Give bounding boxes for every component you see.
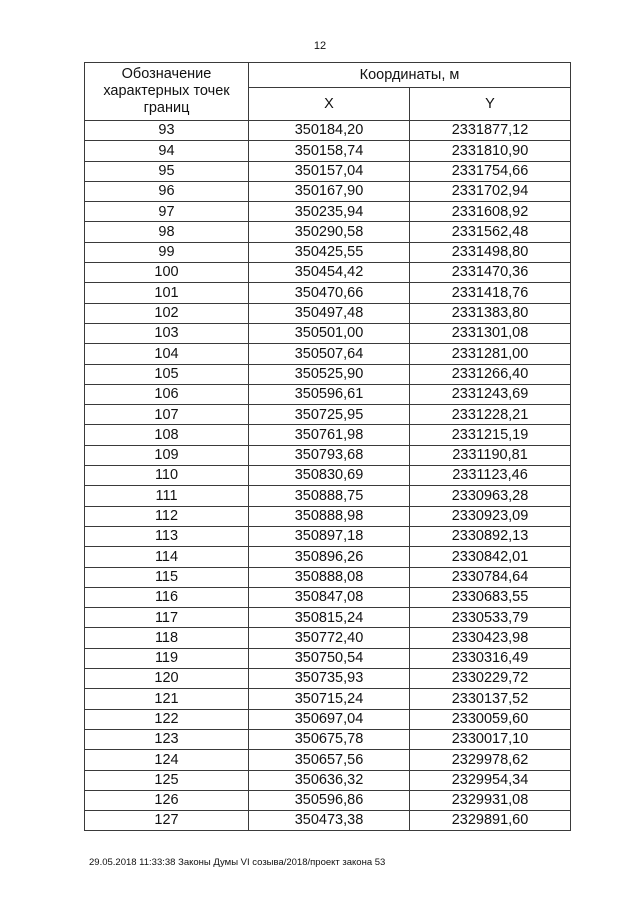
x-coordinate-cell: 350697,04 (249, 709, 410, 729)
y-coordinate-cell: 2330423,98 (410, 628, 571, 648)
table-row (85, 466, 571, 486)
x-coordinate-cell: 350897,18 (249, 526, 410, 546)
x-coordinate-cell: 350158,74 (249, 141, 410, 161)
table-row (85, 669, 571, 689)
table-row (85, 181, 571, 201)
x-coordinate-cell: 350425,55 (249, 242, 410, 262)
table-row (85, 587, 571, 607)
y-coordinate-cell: 2331498,80 (410, 242, 571, 262)
y-coordinate-cell: 2330683,55 (410, 587, 571, 607)
x-coordinate-cell: 350888,98 (249, 506, 410, 526)
table-row (85, 628, 571, 648)
point-id-cell: 126 (85, 790, 249, 810)
point-id-cell: 127 (85, 811, 249, 831)
x-coordinate-cell: 350715,24 (249, 689, 410, 709)
table-row (85, 770, 571, 790)
x-coordinate-cell: 350157,04 (249, 161, 410, 181)
x-coordinate-cell: 350184,20 (249, 121, 410, 141)
point-id-cell: 115 (85, 567, 249, 587)
table-row (85, 445, 571, 465)
x-coordinate-cell: 350596,86 (249, 790, 410, 810)
table-row (85, 567, 571, 587)
x-coordinate-cell: 350725,95 (249, 405, 410, 425)
x-coordinate-cell: 350847,08 (249, 587, 410, 607)
table-row (85, 811, 571, 831)
table-row (85, 547, 571, 567)
x-coordinate-cell: 350888,75 (249, 486, 410, 506)
x-coordinate-cell: 350507,64 (249, 344, 410, 364)
point-id-cell: 98 (85, 222, 249, 242)
x-coordinate-cell: 350525,90 (249, 364, 410, 384)
point-id-cell: 122 (85, 709, 249, 729)
y-coordinate-cell: 2330784,64 (410, 567, 571, 587)
y-coordinate-cell: 2330137,52 (410, 689, 571, 709)
x-coordinate-cell: 350497,48 (249, 303, 410, 323)
table-row (85, 303, 571, 323)
page-number: 12 (313, 40, 327, 52)
y-coordinate-cell: 2331877,12 (410, 121, 571, 141)
point-id-cell: 101 (85, 283, 249, 303)
x-coordinate-cell: 350636,32 (249, 770, 410, 790)
point-id-cell: 104 (85, 344, 249, 364)
y-coordinate-cell: 2329931,08 (410, 790, 571, 810)
table-row (85, 506, 571, 526)
table-row (85, 161, 571, 181)
x-coordinate-cell: 350657,56 (249, 750, 410, 770)
y-coordinate-cell: 2330059,60 (410, 709, 571, 729)
y-coordinate-cell: 2330316,49 (410, 648, 571, 668)
y-coordinate-cell: 2330229,72 (410, 669, 571, 689)
table-row (85, 608, 571, 628)
y-coordinate-cell: 2331190,81 (410, 445, 571, 465)
x-coordinate-cell: 350815,24 (249, 608, 410, 628)
y-coordinate-cell: 2331243,69 (410, 384, 571, 404)
header-x: X (249, 88, 410, 121)
point-id-cell: 100 (85, 263, 249, 283)
header-y: Y (410, 88, 571, 121)
point-id-cell: 113 (85, 526, 249, 546)
point-id-cell: 109 (85, 445, 249, 465)
footer-text: 29.05.2018 11:33:38 Законы Думы VI созыва/2018/проект закона 53 (89, 857, 386, 868)
x-coordinate-cell: 350735,93 (249, 669, 410, 689)
point-id-cell: 107 (85, 405, 249, 425)
y-coordinate-cell: 2331383,80 (410, 303, 571, 323)
header-label-line: границ (143, 100, 190, 116)
point-id-cell: 97 (85, 202, 249, 222)
point-id-cell: 95 (85, 161, 249, 181)
y-coordinate-cell: 2329891,60 (410, 811, 571, 831)
table-row (85, 283, 571, 303)
point-id-cell: 105 (85, 364, 249, 384)
x-coordinate-cell: 350675,78 (249, 729, 410, 749)
y-coordinate-cell: 2330533,79 (410, 608, 571, 628)
point-id-cell: 120 (85, 669, 249, 689)
y-coordinate-cell: 2331470,36 (410, 263, 571, 283)
table-row (85, 526, 571, 546)
point-id-cell: 93 (85, 121, 249, 141)
table-header (85, 63, 571, 121)
y-coordinate-cell: 2331281,00 (410, 344, 571, 364)
point-id-cell: 124 (85, 750, 249, 770)
x-coordinate-cell: 350235,94 (249, 202, 410, 222)
point-id-cell: 119 (85, 648, 249, 668)
table-row (85, 384, 571, 404)
point-id-cell: 94 (85, 141, 249, 161)
point-id-cell: 110 (85, 466, 249, 486)
point-id-cell: 118 (85, 628, 249, 648)
table-row (85, 750, 571, 770)
y-coordinate-cell: 2331702,94 (410, 181, 571, 201)
x-coordinate-cell: 350473,38 (249, 811, 410, 831)
y-coordinate-cell: 2331810,90 (410, 141, 571, 161)
x-coordinate-cell: 350501,00 (249, 323, 410, 343)
table-row (85, 648, 571, 668)
y-coordinate-cell: 2329954,34 (410, 770, 571, 790)
header-label-line: характерных точек (103, 83, 230, 99)
table-row (85, 344, 571, 364)
y-coordinate-cell: 2331562,48 (410, 222, 571, 242)
x-coordinate-cell: 350750,54 (249, 648, 410, 668)
x-coordinate-cell: 350830,69 (249, 466, 410, 486)
y-coordinate-cell: 2331266,40 (410, 364, 571, 384)
y-coordinate-cell: 2331123,46 (410, 466, 571, 486)
y-coordinate-cell: 2330017,10 (410, 729, 571, 749)
point-id-cell: 123 (85, 729, 249, 749)
table-row (85, 729, 571, 749)
table-row (85, 202, 571, 222)
y-coordinate-cell: 2330842,01 (410, 547, 571, 567)
x-coordinate-cell: 350888,08 (249, 567, 410, 587)
header-label-line: Обозначение (121, 66, 212, 82)
point-id-cell: 106 (85, 384, 249, 404)
point-id-cell: 112 (85, 506, 249, 526)
x-coordinate-cell: 350454,42 (249, 263, 410, 283)
header-point-label (85, 63, 249, 121)
y-coordinate-cell: 2331608,92 (410, 202, 571, 222)
y-coordinate-cell: 2330963,28 (410, 486, 571, 506)
point-id-cell: 116 (85, 587, 249, 607)
x-coordinate-cell: 350596,61 (249, 384, 410, 404)
point-id-cell: 96 (85, 181, 249, 201)
table-row (85, 141, 571, 161)
x-coordinate-cell: 350896,26 (249, 547, 410, 567)
x-coordinate-cell: 350793,68 (249, 445, 410, 465)
y-coordinate-cell: 2331754,66 (410, 161, 571, 181)
table-row (85, 405, 571, 425)
header-coordinates: Координаты, м (249, 63, 571, 88)
point-id-cell: 117 (85, 608, 249, 628)
table-row (85, 709, 571, 729)
point-id-cell: 103 (85, 323, 249, 343)
point-id-cell: 102 (85, 303, 249, 323)
point-id-cell: 121 (85, 689, 249, 709)
table-row (85, 121, 571, 141)
table-row (85, 689, 571, 709)
y-coordinate-cell: 2329978,62 (410, 750, 571, 770)
y-coordinate-cell: 2331215,19 (410, 425, 571, 445)
point-id-cell: 108 (85, 425, 249, 445)
y-coordinate-cell: 2331418,76 (410, 283, 571, 303)
table-row (85, 323, 571, 343)
point-id-cell: 111 (85, 486, 249, 506)
y-coordinate-cell: 2330923,09 (410, 506, 571, 526)
y-coordinate-cell: 2330892,13 (410, 526, 571, 546)
coordinates-table (84, 62, 571, 831)
x-coordinate-cell: 350167,90 (249, 181, 410, 201)
x-coordinate-cell: 350772,40 (249, 628, 410, 648)
point-id-cell: 99 (85, 242, 249, 262)
y-coordinate-cell: 2331301,08 (410, 323, 571, 343)
x-coordinate-cell: 350470,66 (249, 283, 410, 303)
point-id-cell: 125 (85, 770, 249, 790)
table-row (85, 263, 571, 283)
table-body (85, 121, 571, 831)
table-row (85, 242, 571, 262)
table-row (85, 364, 571, 384)
x-coordinate-cell: 350290,58 (249, 222, 410, 242)
table-row (85, 486, 571, 506)
table-row (85, 425, 571, 445)
point-id-cell: 114 (85, 547, 249, 567)
table-row (85, 222, 571, 242)
x-coordinate-cell: 350761,98 (249, 425, 410, 445)
table-row (85, 790, 571, 810)
y-coordinate-cell: 2331228,21 (410, 405, 571, 425)
